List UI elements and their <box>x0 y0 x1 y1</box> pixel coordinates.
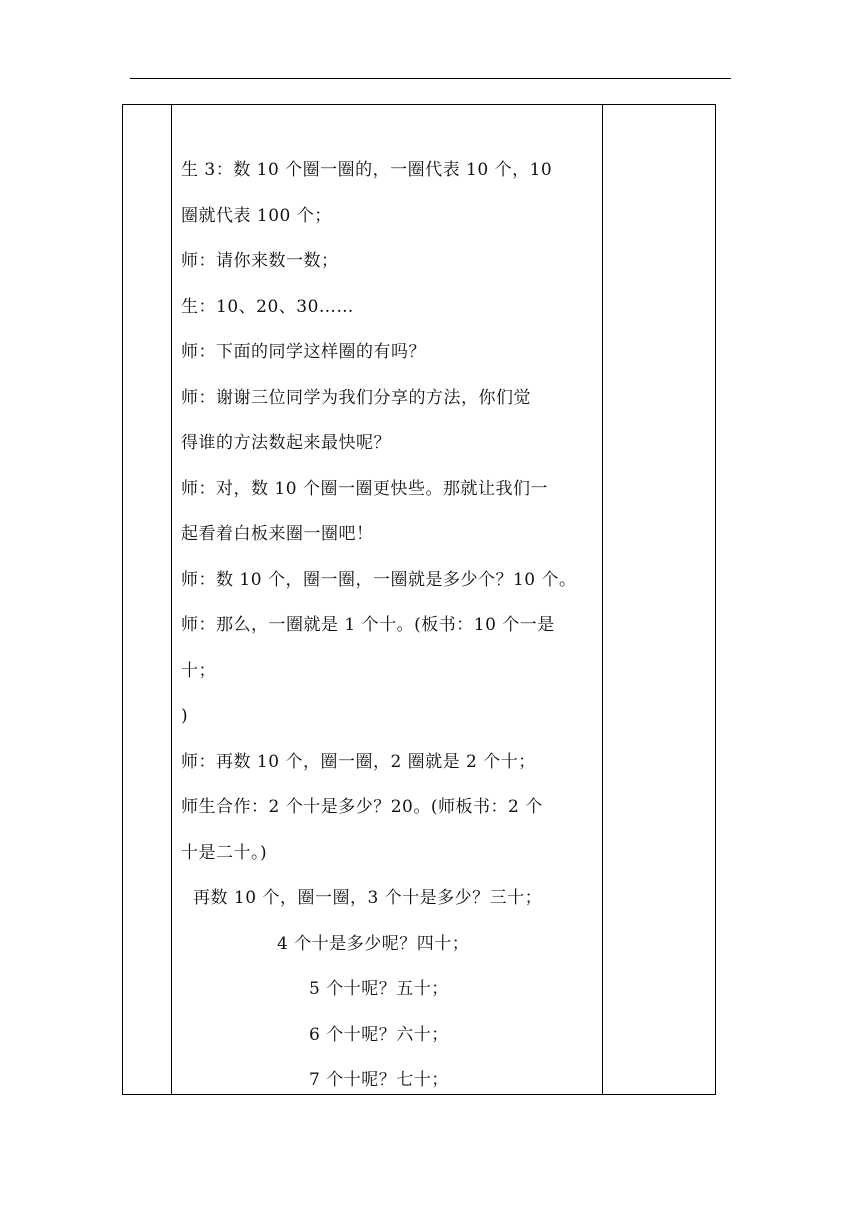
text-line: 得谁的方法数起来最快呢？ <box>181 433 391 453</box>
text-line: 师：谢谢三位同学为我们分享的方法，你们觉 <box>181 387 531 408</box>
text-line: 起看着白板来圈一圈吧！ <box>181 524 374 544</box>
header-rule <box>130 78 731 79</box>
text-line: 生：10、20、30…… <box>181 296 354 317</box>
lesson-content-cell <box>181 148 601 1104</box>
text-line: 圈就代表 100 个； <box>181 205 332 226</box>
text-line: 师：请你来数一数； <box>181 251 339 271</box>
text-line: 十是二十。) <box>181 842 268 863</box>
text-line: 4 个十是多少呢？四十； <box>277 933 470 954</box>
text-line: 师：数 10 个，圈一圈，一圈就是多少个？10 个。 <box>181 569 577 590</box>
text-line: 十； <box>181 660 216 681</box>
text-line: 5 个十呢？五十； <box>309 979 449 999</box>
text-line: 师：那么，一圈就是 1 个十。(板书：10 个一是 <box>181 615 555 635</box>
table-column-divider-right <box>602 105 603 1094</box>
text-line: 7 个十呢？七十； <box>309 1070 449 1090</box>
text-line: ) <box>181 706 189 726</box>
table-column-divider-left <box>171 105 172 1094</box>
text-line: 师生合作：2 个十是多少？20。(师板书：2 个 <box>181 797 543 817</box>
text-line: 师：下面的同学这样圈的有吗？ <box>181 342 426 362</box>
text-line: 师：再数 10 个，圈一圈，2 圈就是 2 个十； <box>181 751 536 772</box>
text-line: 生 3：数 10 个圈一圈的，一圈代表 10 个，10 <box>181 160 553 180</box>
text-line: 师：对，数 10 个圈一圈更快些。那就让我们一 <box>181 478 548 499</box>
text-line: 再数 10 个，圈一圈，3 个十是多少？三十； <box>193 888 543 908</box>
text-line: 6 个十呢？六十； <box>309 1024 449 1045</box>
